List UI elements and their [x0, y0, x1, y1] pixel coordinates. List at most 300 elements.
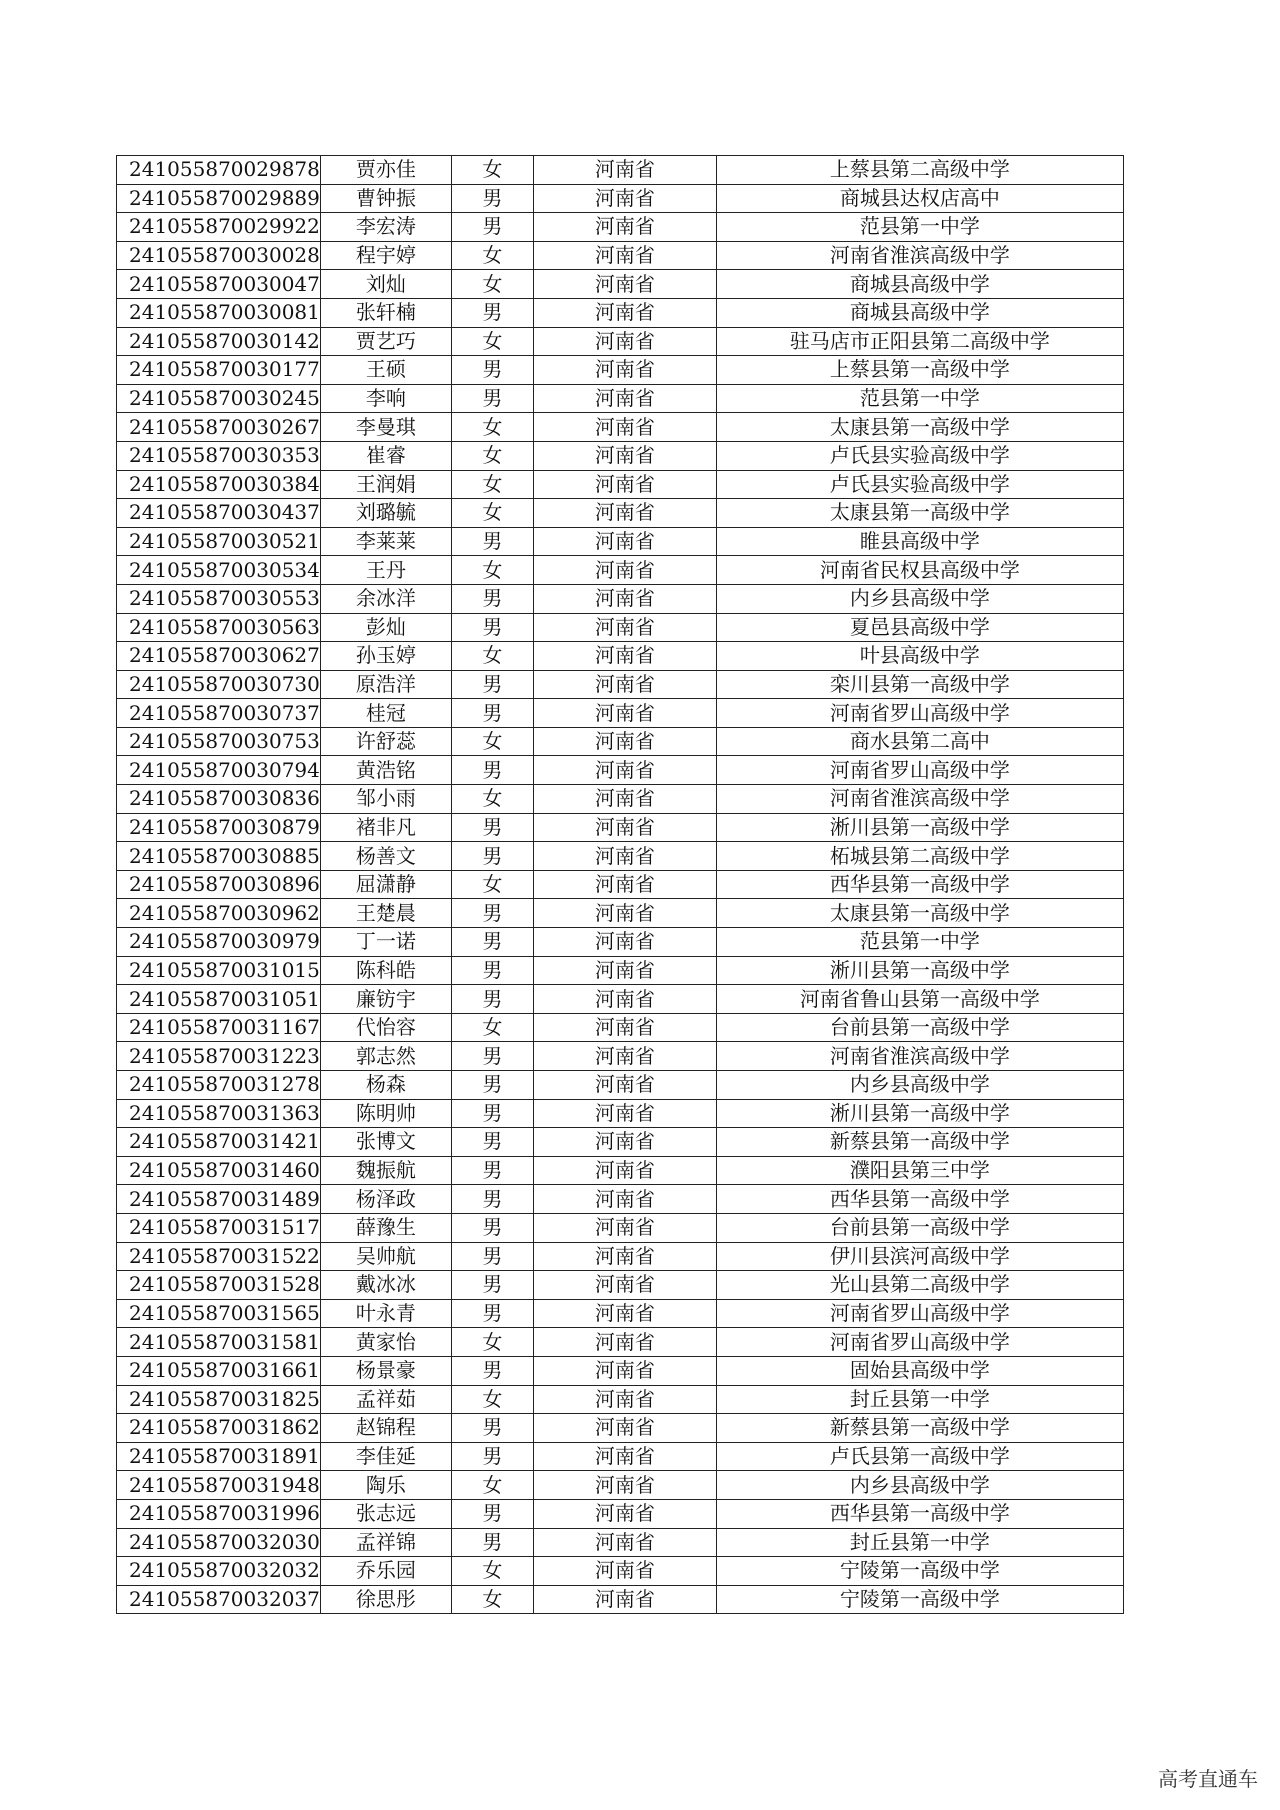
- name-cell: 王润娟: [320, 470, 451, 499]
- table-row: [117, 298, 1124, 327]
- table-row: [117, 1528, 1124, 1557]
- name-cell: 杨森: [320, 1071, 451, 1100]
- table-row: [117, 899, 1124, 928]
- gender-cell: 男: [451, 699, 533, 728]
- gender-cell: 男: [451, 1042, 533, 1071]
- table-row: [117, 842, 1124, 871]
- school-cell: 淅川县第一高级中学: [716, 813, 1123, 842]
- school-cell: 范县第一中学: [716, 213, 1123, 242]
- gender-cell: 女: [451, 556, 533, 585]
- province-cell: 河南省: [533, 356, 716, 385]
- province-cell: 河南省: [533, 1013, 716, 1042]
- student-id-cell: 241055870029889: [117, 184, 321, 213]
- table-row: [117, 813, 1124, 842]
- table-row: [117, 1499, 1124, 1528]
- name-cell: 孟祥茹: [320, 1385, 451, 1414]
- student-id-cell: 241055870031460: [117, 1156, 321, 1185]
- school-cell: 台前县第一高级中学: [716, 1213, 1123, 1242]
- province-cell: 河南省: [533, 842, 716, 871]
- school-cell: 内乡县高级中学: [716, 1071, 1123, 1100]
- table-row: [117, 1013, 1124, 1042]
- province-cell: 河南省: [533, 870, 716, 899]
- student-id-cell: 241055870031363: [117, 1099, 321, 1128]
- gender-cell: 男: [451, 1414, 533, 1443]
- province-cell: 河南省: [533, 184, 716, 213]
- table-row: [117, 727, 1124, 756]
- student-id-cell: 241055870031528: [117, 1271, 321, 1300]
- province-cell: 河南省: [533, 1242, 716, 1271]
- name-cell: 彭灿: [320, 613, 451, 642]
- gender-cell: 女: [451, 270, 533, 299]
- gender-cell: 男: [451, 298, 533, 327]
- gender-cell: 女: [451, 470, 533, 499]
- name-cell: 邹小雨: [320, 785, 451, 814]
- province-cell: 河南省: [533, 1442, 716, 1471]
- province-cell: 河南省: [533, 298, 716, 327]
- name-cell: 刘灿: [320, 270, 451, 299]
- province-cell: 河南省: [533, 584, 716, 613]
- school-cell: 夏邑县高级中学: [716, 613, 1123, 642]
- student-id-cell: 241055870031489: [117, 1185, 321, 1214]
- name-cell: 魏振航: [320, 1156, 451, 1185]
- gender-cell: 男: [451, 928, 533, 957]
- school-cell: 封丘县第一中学: [716, 1528, 1123, 1557]
- student-id-cell: 241055870030521: [117, 527, 321, 556]
- province-cell: 河南省: [533, 670, 716, 699]
- gender-cell: 女: [451, 870, 533, 899]
- name-cell: 陈科皓: [320, 956, 451, 985]
- gender-cell: 男: [451, 1213, 533, 1242]
- student-id-cell: 241055870030553: [117, 584, 321, 613]
- province-cell: 河南省: [533, 384, 716, 413]
- table-row: [117, 1299, 1124, 1328]
- student-id-cell: 241055870031167: [117, 1013, 321, 1042]
- school-cell: 新蔡县第一高级中学: [716, 1128, 1123, 1157]
- province-cell: 河南省: [533, 156, 716, 185]
- school-cell: 新蔡县第一高级中学: [716, 1414, 1123, 1443]
- table-row: [117, 1071, 1124, 1100]
- school-cell: 商城县高级中学: [716, 270, 1123, 299]
- school-cell: 上蔡县第一高级中学: [716, 356, 1123, 385]
- watermark: 高考直通车: [1158, 1767, 1258, 1791]
- province-cell: 河南省: [533, 1356, 716, 1385]
- student-id-cell: 241055870031862: [117, 1414, 321, 1443]
- province-cell: 河南省: [533, 1414, 716, 1443]
- name-cell: 贾艺巧: [320, 327, 451, 356]
- gender-cell: 男: [451, 1071, 533, 1100]
- school-cell: 柘城县第二高级中学: [716, 842, 1123, 871]
- name-cell: 李曼琪: [320, 413, 451, 442]
- name-cell: 叶永青: [320, 1299, 451, 1328]
- school-cell: 西华县第一高级中学: [716, 870, 1123, 899]
- gender-cell: 男: [451, 1271, 533, 1300]
- student-id-cell: 241055870030794: [117, 756, 321, 785]
- name-cell: 廉钫宇: [320, 985, 451, 1014]
- school-cell: 内乡县高级中学: [716, 1471, 1123, 1500]
- school-cell: 范县第一中学: [716, 928, 1123, 957]
- name-cell: 杨善文: [320, 842, 451, 871]
- gender-cell: 男: [451, 670, 533, 699]
- student-id-cell: 241055870031661: [117, 1356, 321, 1385]
- name-cell: 贾亦佳: [320, 156, 451, 185]
- student-id-cell: 241055870032037: [117, 1585, 321, 1614]
- province-cell: 河南省: [533, 785, 716, 814]
- province-cell: 河南省: [533, 527, 716, 556]
- student-id-cell: 241055870030028: [117, 241, 321, 270]
- gender-cell: 男: [451, 613, 533, 642]
- gender-cell: 男: [451, 584, 533, 613]
- name-cell: 代怡容: [320, 1013, 451, 1042]
- table-row: [117, 356, 1124, 385]
- school-cell: 西华县第一高级中学: [716, 1499, 1123, 1528]
- name-cell: 张博文: [320, 1128, 451, 1157]
- table-row: [117, 956, 1124, 985]
- name-cell: 张轩楠: [320, 298, 451, 327]
- province-cell: 河南省: [533, 642, 716, 671]
- school-cell: 太康县第一高级中学: [716, 413, 1123, 442]
- table-row: [117, 327, 1124, 356]
- gender-cell: 男: [451, 1528, 533, 1557]
- school-cell: 淅川县第一高级中学: [716, 1099, 1123, 1128]
- table-row: [117, 1042, 1124, 1071]
- table-row: [117, 670, 1124, 699]
- province-cell: 河南省: [533, 1185, 716, 1214]
- name-cell: 程宇婷: [320, 241, 451, 270]
- province-cell: 河南省: [533, 956, 716, 985]
- school-cell: 范县第一中学: [716, 384, 1123, 413]
- province-cell: 河南省: [533, 1071, 716, 1100]
- school-cell: 封丘县第一中学: [716, 1385, 1123, 1414]
- table-row: [117, 1557, 1124, 1586]
- school-cell: 商城县高级中学: [716, 298, 1123, 327]
- student-id-cell: 241055870031581: [117, 1328, 321, 1357]
- province-cell: 河南省: [533, 556, 716, 585]
- student-id-cell: 241055870031996: [117, 1499, 321, 1528]
- name-cell: 吴帅航: [320, 1242, 451, 1271]
- school-cell: 河南省罗山高级中学: [716, 699, 1123, 728]
- student-id-cell: 241055870031522: [117, 1242, 321, 1271]
- name-cell: 郭志然: [320, 1042, 451, 1071]
- student-id-cell: 241055870030753: [117, 727, 321, 756]
- school-cell: 光山县第二高级中学: [716, 1271, 1123, 1300]
- gender-cell: 女: [451, 327, 533, 356]
- name-cell: 张志远: [320, 1499, 451, 1528]
- table-row: [117, 1414, 1124, 1443]
- name-cell: 王楚晨: [320, 899, 451, 928]
- school-cell: 河南省淮滨高级中学: [716, 241, 1123, 270]
- student-id-cell: 241055870031565: [117, 1299, 321, 1328]
- name-cell: 崔睿: [320, 441, 451, 470]
- name-cell: 余冰洋: [320, 584, 451, 613]
- name-cell: 薛豫生: [320, 1213, 451, 1242]
- gender-cell: 男: [451, 1499, 533, 1528]
- roster-table-container: [116, 155, 1124, 1614]
- gender-cell: 女: [451, 1013, 533, 1042]
- school-cell: 驻马店市正阳县第二高级中学: [716, 327, 1123, 356]
- student-id-cell: 241055870031517: [117, 1213, 321, 1242]
- gender-cell: 男: [451, 985, 533, 1014]
- table-row: [117, 441, 1124, 470]
- name-cell: 杨泽政: [320, 1185, 451, 1214]
- name-cell: 徐思彤: [320, 1585, 451, 1614]
- name-cell: 王硕: [320, 356, 451, 385]
- table-row: [117, 1185, 1124, 1214]
- school-cell: 伊川县滨河高级中学: [716, 1242, 1123, 1271]
- table-row: [117, 985, 1124, 1014]
- table-row: [117, 1128, 1124, 1157]
- table-row: [117, 1156, 1124, 1185]
- student-id-cell: 241055870030081: [117, 298, 321, 327]
- province-cell: 河南省: [533, 727, 716, 756]
- student-id-cell: 241055870031421: [117, 1128, 321, 1157]
- gender-cell: 女: [451, 1328, 533, 1357]
- gender-cell: 女: [451, 727, 533, 756]
- school-cell: 河南省罗山高级中学: [716, 1328, 1123, 1357]
- table-row: [117, 584, 1124, 613]
- gender-cell: 男: [451, 1128, 533, 1157]
- name-cell: 陶乐: [320, 1471, 451, 1500]
- school-cell: 河南省淮滨高级中学: [716, 785, 1123, 814]
- province-cell: 河南省: [533, 470, 716, 499]
- table-row: [117, 1271, 1124, 1300]
- name-cell: 李宏涛: [320, 213, 451, 242]
- school-cell: 睢县高级中学: [716, 527, 1123, 556]
- gender-cell: 男: [451, 384, 533, 413]
- student-id-cell: 241055870030563: [117, 613, 321, 642]
- name-cell: 乔乐园: [320, 1557, 451, 1586]
- gender-cell: 男: [451, 1299, 533, 1328]
- table-row: [117, 1099, 1124, 1128]
- gender-cell: 男: [451, 899, 533, 928]
- school-cell: 河南省罗山高级中学: [716, 1299, 1123, 1328]
- gender-cell: 男: [451, 842, 533, 871]
- province-cell: 河南省: [533, 813, 716, 842]
- student-id-cell: 241055870031891: [117, 1442, 321, 1471]
- student-id-cell: 241055870030047: [117, 270, 321, 299]
- table-row: [117, 270, 1124, 299]
- student-id-cell: 241055870029878: [117, 156, 321, 185]
- gender-cell: 女: [451, 241, 533, 270]
- table-row: [117, 699, 1124, 728]
- province-cell: 河南省: [533, 1585, 716, 1614]
- school-cell: 台前县第一高级中学: [716, 1013, 1123, 1042]
- province-cell: 河南省: [533, 1328, 716, 1357]
- gender-cell: 女: [451, 499, 533, 528]
- table-row: [117, 1213, 1124, 1242]
- province-cell: 河南省: [533, 928, 716, 957]
- gender-cell: 女: [451, 156, 533, 185]
- school-cell: 商水县第二高中: [716, 727, 1123, 756]
- gender-cell: 男: [451, 356, 533, 385]
- table-row: [117, 642, 1124, 671]
- student-id-cell: 241055870030737: [117, 699, 321, 728]
- province-cell: 河南省: [533, 413, 716, 442]
- student-id-cell: 241055870030245: [117, 384, 321, 413]
- student-id-cell: 241055870031948: [117, 1471, 321, 1500]
- province-cell: 河南省: [533, 1156, 716, 1185]
- gender-cell: 女: [451, 441, 533, 470]
- table-row: [117, 870, 1124, 899]
- gender-cell: 女: [451, 785, 533, 814]
- student-id-cell: 241055870030885: [117, 842, 321, 871]
- table-row: [117, 1471, 1124, 1500]
- school-cell: 濮阳县第三中学: [716, 1156, 1123, 1185]
- table-row: [117, 613, 1124, 642]
- table-row: [117, 527, 1124, 556]
- school-cell: 卢氏县实验高级中学: [716, 441, 1123, 470]
- table-row: [117, 213, 1124, 242]
- student-id-cell: 241055870031825: [117, 1385, 321, 1414]
- province-cell: 河南省: [533, 441, 716, 470]
- name-cell: 桂冠: [320, 699, 451, 728]
- student-id-cell: 241055870030896: [117, 870, 321, 899]
- school-cell: 河南省鲁山县第一高级中学: [716, 985, 1123, 1014]
- gender-cell: 男: [451, 1356, 533, 1385]
- student-id-cell: 241055870030384: [117, 470, 321, 499]
- province-cell: 河南省: [533, 1471, 716, 1500]
- student-id-cell: 241055870030962: [117, 899, 321, 928]
- table-row: [117, 241, 1124, 270]
- school-cell: 商城县达权店高中: [716, 184, 1123, 213]
- name-cell: 陈明帅: [320, 1099, 451, 1128]
- gender-cell: 男: [451, 956, 533, 985]
- gender-cell: 男: [451, 756, 533, 785]
- table-row: [117, 1442, 1124, 1471]
- province-cell: 河南省: [533, 213, 716, 242]
- table-row: [117, 156, 1124, 185]
- student-id-cell: 241055870032032: [117, 1557, 321, 1586]
- name-cell: 原浩洋: [320, 670, 451, 699]
- school-cell: 内乡县高级中学: [716, 584, 1123, 613]
- school-cell: 卢氏县第一高级中学: [716, 1442, 1123, 1471]
- student-id-cell: 241055870030437: [117, 499, 321, 528]
- name-cell: 李佳延: [320, 1442, 451, 1471]
- name-cell: 曹钟振: [320, 184, 451, 213]
- name-cell: 王丹: [320, 556, 451, 585]
- student-id-cell: 241055870030534: [117, 556, 321, 585]
- table-row: [117, 499, 1124, 528]
- student-id-cell: 241055870030267: [117, 413, 321, 442]
- student-id-cell: 241055870030142: [117, 327, 321, 356]
- school-cell: 河南省淮滨高级中学: [716, 1042, 1123, 1071]
- school-cell: 太康县第一高级中学: [716, 499, 1123, 528]
- name-cell: 李莱莱: [320, 527, 451, 556]
- table-row: [117, 1356, 1124, 1385]
- school-cell: 河南省民权县高级中学: [716, 556, 1123, 585]
- student-id-cell: 241055870030353: [117, 441, 321, 470]
- student-id-cell: 241055870031051: [117, 985, 321, 1014]
- name-cell: 赵锦程: [320, 1414, 451, 1443]
- table-row: [117, 384, 1124, 413]
- table-row: [117, 1328, 1124, 1357]
- province-cell: 河南省: [533, 1557, 716, 1586]
- school-cell: 淅川县第一高级中学: [716, 956, 1123, 985]
- student-id-cell: 241055870031015: [117, 956, 321, 985]
- province-cell: 河南省: [533, 499, 716, 528]
- school-cell: 叶县高级中学: [716, 642, 1123, 671]
- province-cell: 河南省: [533, 1385, 716, 1414]
- name-cell: 孙玉婷: [320, 642, 451, 671]
- student-id-cell: 241055870029922: [117, 213, 321, 242]
- name-cell: 黄浩铭: [320, 756, 451, 785]
- gender-cell: 女: [451, 1471, 533, 1500]
- province-cell: 河南省: [533, 1042, 716, 1071]
- province-cell: 河南省: [533, 1099, 716, 1128]
- student-id-cell: 241055870031223: [117, 1042, 321, 1071]
- student-id-cell: 241055870030836: [117, 785, 321, 814]
- name-cell: 褚非凡: [320, 813, 451, 842]
- school-cell: 宁陵第一高级中学: [716, 1585, 1123, 1614]
- roster-table: [116, 155, 1124, 1614]
- province-cell: 河南省: [533, 327, 716, 356]
- gender-cell: 男: [451, 213, 533, 242]
- name-cell: 杨景豪: [320, 1356, 451, 1385]
- table-row: [117, 928, 1124, 957]
- gender-cell: 男: [451, 527, 533, 556]
- name-cell: 黄家怡: [320, 1328, 451, 1357]
- school-cell: 卢氏县实验高级中学: [716, 470, 1123, 499]
- gender-cell: 男: [451, 1156, 533, 1185]
- school-cell: 西华县第一高级中学: [716, 1185, 1123, 1214]
- table-row: [117, 1385, 1124, 1414]
- school-cell: 栾川县第一高级中学: [716, 670, 1123, 699]
- school-cell: 固始县高级中学: [716, 1356, 1123, 1385]
- student-id-cell: 241055870030730: [117, 670, 321, 699]
- province-cell: 河南省: [533, 756, 716, 785]
- province-cell: 河南省: [533, 1213, 716, 1242]
- school-cell: 太康县第一高级中学: [716, 899, 1123, 928]
- gender-cell: 女: [451, 413, 533, 442]
- province-cell: 河南省: [533, 985, 716, 1014]
- table-row: [117, 1585, 1124, 1614]
- table-row: [117, 1242, 1124, 1271]
- gender-cell: 男: [451, 184, 533, 213]
- gender-cell: 女: [451, 1585, 533, 1614]
- gender-cell: 男: [451, 1099, 533, 1128]
- gender-cell: 男: [451, 1185, 533, 1214]
- name-cell: 屈潇静: [320, 870, 451, 899]
- province-cell: 河南省: [533, 1528, 716, 1557]
- student-id-cell: 241055870030627: [117, 642, 321, 671]
- student-id-cell: 241055870030979: [117, 928, 321, 957]
- gender-cell: 女: [451, 1385, 533, 1414]
- province-cell: 河南省: [533, 241, 716, 270]
- province-cell: 河南省: [533, 1299, 716, 1328]
- province-cell: 河南省: [533, 1271, 716, 1300]
- school-cell: 上蔡县第二高级中学: [716, 156, 1123, 185]
- student-id-cell: 241055870030879: [117, 813, 321, 842]
- name-cell: 李响: [320, 384, 451, 413]
- name-cell: 刘璐毓: [320, 499, 451, 528]
- province-cell: 河南省: [533, 899, 716, 928]
- gender-cell: 女: [451, 642, 533, 671]
- gender-cell: 女: [451, 1557, 533, 1586]
- province-cell: 河南省: [533, 1499, 716, 1528]
- table-row: [117, 785, 1124, 814]
- gender-cell: 男: [451, 1442, 533, 1471]
- province-cell: 河南省: [533, 699, 716, 728]
- student-id-cell: 241055870032030: [117, 1528, 321, 1557]
- school-cell: 河南省罗山高级中学: [716, 756, 1123, 785]
- province-cell: 河南省: [533, 270, 716, 299]
- table-row: [117, 470, 1124, 499]
- roster-table-body: [117, 156, 1124, 1614]
- table-row: [117, 413, 1124, 442]
- student-id-cell: 241055870030177: [117, 356, 321, 385]
- name-cell: 许舒蕊: [320, 727, 451, 756]
- name-cell: 戴冰冰: [320, 1271, 451, 1300]
- school-cell: 宁陵第一高级中学: [716, 1557, 1123, 1586]
